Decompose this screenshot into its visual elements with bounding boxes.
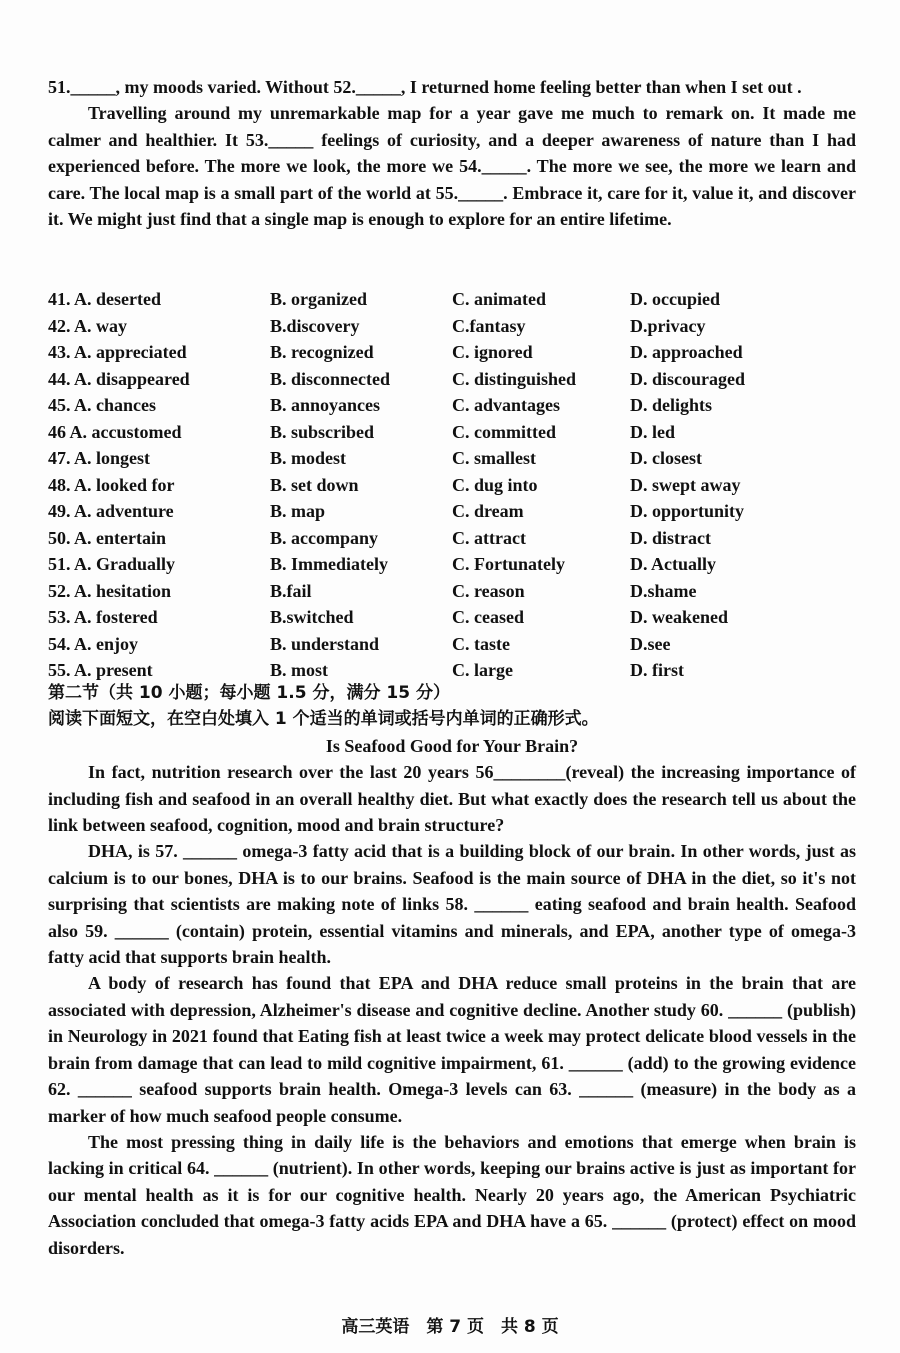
option-c: C. reason — [452, 580, 525, 601]
option-b: B.discovery — [270, 315, 360, 336]
option-b: B. modest — [270, 448, 346, 468]
option-c: C. animated — [452, 289, 546, 309]
option-c: C. attract — [452, 527, 526, 548]
option-d: D. distract — [630, 527, 711, 548]
option-row — [48, 286, 868, 313]
option-d: D. first — [630, 660, 684, 680]
passage-title: Is Seafood Good for Your Brain? — [325, 735, 579, 756]
paragraph: DHA, is 57. ______ omega-3 fatty acid that is a building block of our brain. In other words, just as calcium is to our bones, DHA is to our brains. Seafood is the main source of DHA in the diet, so it's not surprising that scientists are making note of links 58. ______ eating seafood and brain health. Seafood also 59. ______ (contain) protein, essential vitamins and minerals, and EPA, another type of omega-3 fatty acid that supports brain health. — [48, 841, 856, 968]
option-b: B. accompany — [270, 527, 378, 548]
paragraph: 51._____, my moods varied. Without 52._____, I returned home feeling better than when I set out . — [48, 77, 802, 97]
option-row — [48, 604, 868, 631]
option-a: 48. A. looked for — [48, 474, 175, 495]
option-row — [48, 366, 868, 393]
option-a: 49. A. adventure — [48, 501, 174, 521]
option-a: 52. A. hesitation — [48, 580, 172, 601]
option-c: C. advantages — [452, 395, 561, 415]
option-b: B. organized — [270, 289, 367, 309]
option-d: D. delights — [630, 395, 713, 415]
options-table — [48, 286, 868, 684]
paragraph: A body of research has found that EPA and DHA reduce small proteins in the brain that are associated with depression, Alzheimer's disease and cognitive decline. Another study 60. ______ (publish) in Neurology in 2021 found that Eating fish at least twice a week may protect delicate blood vessels in the brain from damage that can lead to mild cognitive impairment, 61. ______ (add) to the growing evidence 62. ______ seafood supports brain health. Omega-3 levels can 63. ______ (measure) in the body as a marker of how much seafood people consume. — [48, 973, 856, 1126]
option-a: 47. A. longest — [48, 448, 151, 468]
option-d: D. closest — [630, 448, 702, 468]
paragraph: Travelling around my unremarkable map for a year gave me much to remark on. It made me calmer and healthier. It 53._____ feelings of curiosity, and a deeper awareness of nature than I had experienced before. The more we look, the more we 54._____. The more we see, the more we learn and care. The local map is a small part of the world at 55._____. Embrace it, care for it, value it, and discover it. We might just find that a single map is enough to explore for an entire lifetime. — [48, 103, 856, 230]
option-c: C. taste — [452, 633, 510, 654]
option-row — [48, 551, 868, 578]
option-d: D. discouraged — [630, 368, 746, 389]
option-row — [48, 419, 868, 446]
option-b: B. annoyances — [270, 395, 381, 415]
option-b: B. most — [270, 660, 328, 680]
option-b: B. understand — [270, 633, 380, 654]
option-d: D.shame — [630, 580, 697, 601]
option-row — [48, 313, 868, 340]
section-instruction: 阅读下面短文，在空白处填入 1 个适当的单词或括号内单词的正确形式。 — [48, 709, 599, 730]
paragraph: The most pressing thing in daily life is the behaviors and emotions that emerge when brain is lacking in critical 64. ______ (nutrient). In other words, keeping our brains active is just as important for our mental health as it is for our cognitive health. Nearly 20 years ago, the American Psychiatric Association concluded that omega-3 fatty acids EPA and DHA have a 65. ______ (protect) effect on mood disorders. — [48, 1131, 856, 1258]
option-a: 44. A. disappeared — [48, 368, 190, 389]
option-c: C. dream — [452, 501, 524, 521]
page-footer: 高三英语 第 7 页 共 8 页 — [341, 1317, 559, 1337]
option-b: B.fail — [270, 580, 312, 601]
option-row — [48, 339, 868, 366]
option-b: B. recognized — [270, 342, 374, 362]
option-row — [48, 472, 868, 499]
option-d: D. opportunity — [630, 501, 745, 521]
option-d: D. swept away — [630, 474, 741, 495]
option-c: C.fantasy — [452, 315, 526, 336]
option-a: 46 A. accustomed — [48, 421, 182, 442]
option-row — [48, 631, 868, 658]
option-b: B.switched — [270, 607, 354, 627]
option-c: C. ignored — [452, 342, 533, 362]
passage-cloze-end — [48, 74, 856, 232]
option-d: D.privacy — [630, 315, 706, 336]
option-row — [48, 392, 868, 419]
option-a: 51. A. Gradually — [48, 554, 176, 574]
option-d: D.see — [630, 633, 671, 654]
option-row — [48, 525, 868, 552]
option-d: D. weakened — [630, 607, 728, 627]
option-c: C. large — [452, 660, 513, 680]
option-b: B. set down — [270, 474, 359, 495]
option-c: C. Fortunately — [452, 554, 565, 574]
section-two — [48, 680, 856, 1261]
option-d: D. occupied — [630, 289, 720, 309]
option-a: 54. A. enjoy — [48, 633, 138, 654]
option-c: C. distinguished — [452, 368, 577, 389]
option-b: B. disconnected — [270, 368, 391, 389]
option-row — [48, 498, 868, 525]
option-c: C. ceased — [452, 607, 524, 627]
option-a: 42. A. way — [48, 315, 128, 336]
paragraph: In fact, nutrition research over the last 20 years 56________(reveal) the increasing importance of including fish and seafood in an overall healthy diet. But what exactly does the research tell us about the link between seafood, cognition, mood and brain structure? — [48, 762, 856, 836]
option-a: 53. A. fostered — [48, 607, 158, 627]
option-a: 43. A. appreciated — [48, 342, 187, 362]
option-d: D. approached — [630, 342, 743, 362]
option-b: B. subscribed — [270, 421, 375, 442]
option-c: C. committed — [452, 421, 556, 442]
option-d: D. led — [630, 421, 675, 442]
option-a: 41. A. deserted — [48, 289, 161, 309]
option-b: B. map — [270, 501, 326, 521]
option-c: C. dug into — [452, 474, 538, 495]
option-b: B. Immediately — [270, 554, 388, 574]
option-row — [48, 578, 868, 605]
option-a: 55. A. present — [48, 660, 153, 680]
option-c: C. smallest — [452, 448, 536, 468]
option-a: 50. A. entertain — [48, 527, 166, 548]
option-d: D. Actually — [630, 554, 717, 574]
option-row — [48, 445, 868, 472]
section-heading: 第二节（共 10 小题；每小题 1.5 分，满分 15 分） — [48, 683, 450, 703]
option-a: 45. A. chances — [48, 395, 156, 415]
